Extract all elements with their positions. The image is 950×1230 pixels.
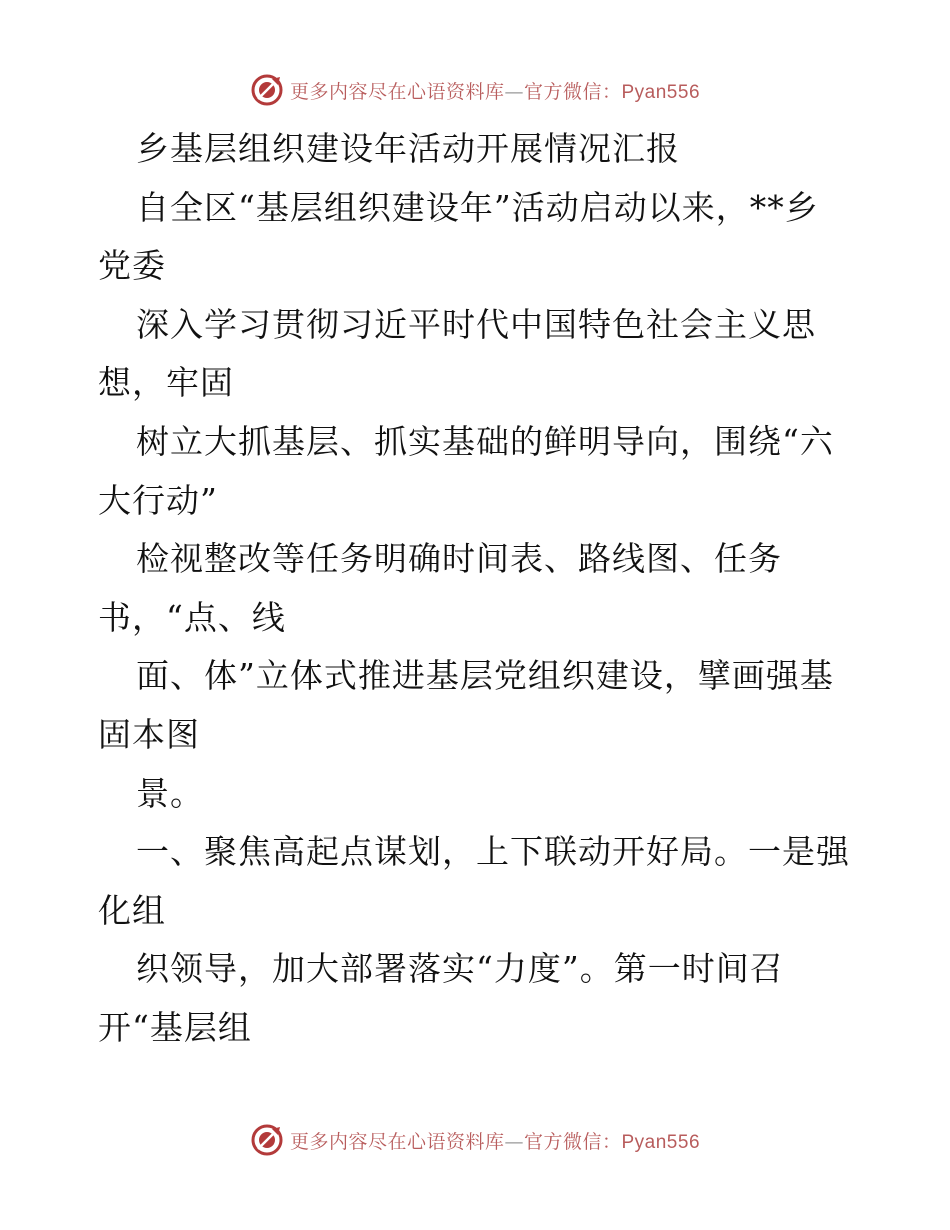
text-line: 自全区“基层组织建设年”活动启动以来，**乡 xyxy=(136,187,819,227)
banner-title: 更多内容尽在心语资料库 xyxy=(289,1130,505,1153)
text-line: 大行动” xyxy=(98,480,218,520)
banner-content xyxy=(250,73,700,107)
text-line: 景。 xyxy=(136,773,204,813)
banner-separator: — xyxy=(504,1130,524,1153)
text-line: 书，“点、线 xyxy=(98,597,286,637)
text-line: 一、聚焦高起点谋划，上下联动开好局。一是强 xyxy=(136,832,850,872)
banner-wechat-id: Pyan556 xyxy=(621,81,701,103)
document-body xyxy=(98,120,858,1058)
banner-wechat-label: 官方微信： xyxy=(523,1130,622,1153)
text-line: 织领导，加大部署落实“力度”。第一时间召 xyxy=(136,949,784,989)
header-banner xyxy=(0,70,950,110)
banner-title: 更多内容尽在心语资料库 xyxy=(289,80,505,103)
banner-wechat-id: Pyan556 xyxy=(621,1131,701,1153)
text-line: 检视整改等任务明确时间表、路线图、任务 xyxy=(136,539,782,579)
text-line: 化组 xyxy=(98,890,166,930)
text-line: 固本图 xyxy=(98,714,200,754)
banner-content xyxy=(250,1123,700,1157)
banner-wechat-label: 官方微信： xyxy=(523,80,622,103)
text-line: 开“基层组 xyxy=(98,1007,252,1047)
text-line: 党委 xyxy=(98,246,166,286)
text-line: 树立大抓基层、抓实基础的鲜明导向，围绕“六 xyxy=(136,421,834,461)
seal-logo-icon xyxy=(250,73,284,107)
banner-text xyxy=(290,1127,700,1154)
document-title: 乡基层组织建设年活动开展情况汇报 xyxy=(136,129,680,168)
seal-logo-icon xyxy=(250,1123,284,1157)
footer-banner xyxy=(0,1120,950,1160)
text-line: 面、体”立体式推进基层党组织建设，擘画强基 xyxy=(136,656,834,696)
banner-separator: — xyxy=(504,80,524,103)
text-line: 想，牢固 xyxy=(98,363,234,403)
banner-text xyxy=(290,77,700,104)
text-line: 深入学习贯彻习近平时代中国特色社会主义思 xyxy=(136,304,816,344)
